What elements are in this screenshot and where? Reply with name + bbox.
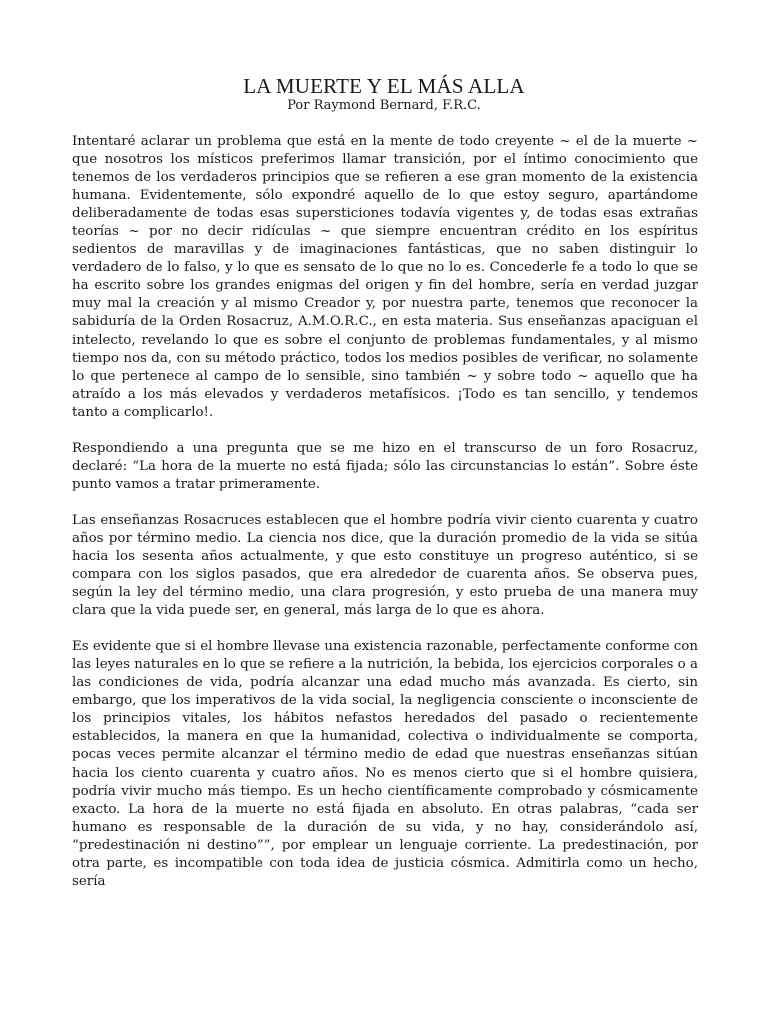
document-body: [72, 133, 698, 909]
paragraph-4: Es evidente que si el hombre llevase una existencia razonable, perfectamente conforme con las leyes naturales en lo que se refiere a la nutrición, la bebida, los ejercicios corporales o a las condiciones de vida, podría alcanzar una edad mucho más avanzada. Es cierto, sin embargo, que los imperativos de la vida social, la negligencia consciente o inconsciente de los principios vitales, los hábitos nefastos heredados del pasado o recientemente establecidos, la manera en que la humanidad, colectiva o individualmente se comporta, pocas veces permite alcanzar el término medio de edad que nuestras enseñanzas sitúan hacia los ciento cuarenta y cuatro años. No es menos cierto que si el hombre quisiera, podría vivir mucho más tiempo. Es un hecho científicamente comprobado y cósmicamente exacto. La hora de la muerte no está fijada en absoluto. En otras palabras, “cada ser humano es responsable de la duración de su vida, y no hay, considerándolo así, “predestinación ni destino””, por emplear un lenguaje corriente. La predestinación, por otra parte, es incompatible con toda idea de justicia cósmica. Admitirla como un hecho, sería: [72, 639, 698, 889]
paragraph-2: Respondiendo a una pregunta que se me hizo en el transcurso de un foro Rosacruz, declaré: “La hora de la muerte no está fijada; sólo las circunstancias lo están”. Sobre éste punto vamos a tratar primeramente.: [72, 440, 698, 492]
paragraph-1: Intentaré aclarar un problema que está en la mente de todo creyente ~ el de la muerte ~ que nosotros los místicos preferimos llamar transición, por el íntimo conocimiento que tenemos de los verdaderos principios que se refieren a ese gran momento de la existencia humana. Evidentemente, sólo expondré aquello de lo que estoy seguro, apartándome deliberadamente de todas esas supersticiones todavía vigentes y, de todas esas extrañas teorías ~ por no decir ridículas ~ que siempre encuentran crédito en los espíritus sedientos de maravillas y de imaginaciones fantásticas, que no saben distinguir lo verdadero de lo falso, y lo que es sensato de lo que no lo es. Concederle fe a todo lo que se ha escrito sobre los grandes enigmas del origen y fin del hombre, sería en verdad juzgar muy mal la creación y al mismo Creador y, por nuestra parte, tenemos que reconocer la sabiduría de la Orden Rosacruz, A.M.O.R.C., en esta materia. Sus enseñanzas apaciguan el intelecto, revelando lo que es sobre el conjunto de problemas fundamentales, y al mismo tiempo nos da, con su método práctico, todos los medios posibles de verificar, no solamente lo que pertenece al campo de lo sensible, sino también ~ y sobre todo ~ aquello que ha atraído a los más elevados y verdaderos metafísicos. ¡Todo es tan sencillo, y tendemos tanto a complicarlo!.: [72, 134, 698, 420]
paragraph-3: Las enseñanzas Rosacruces establecen que el hombre podría vivir ciento cuarenta y cuatro años por término medio. La ciencia nos dice, que la duración promedio de la vida se sitúa hacia los sesenta años actualmente, y que esto constituye un progreso auténtico, si se compara con los siglos pasados, que era alrededor de cuarenta años. Se observa pues, según la ley del término medio, una clara progresión, y esto prueba de una manera muy clara que la vida puede ser, en general, más larga de lo que es ahora.: [72, 512, 698, 619]
document-title: LA MUERTE Y EL MÁS ALLA: [243, 74, 525, 98]
document-author: Por Raymond Bernard, F.R.C.: [287, 98, 481, 113]
